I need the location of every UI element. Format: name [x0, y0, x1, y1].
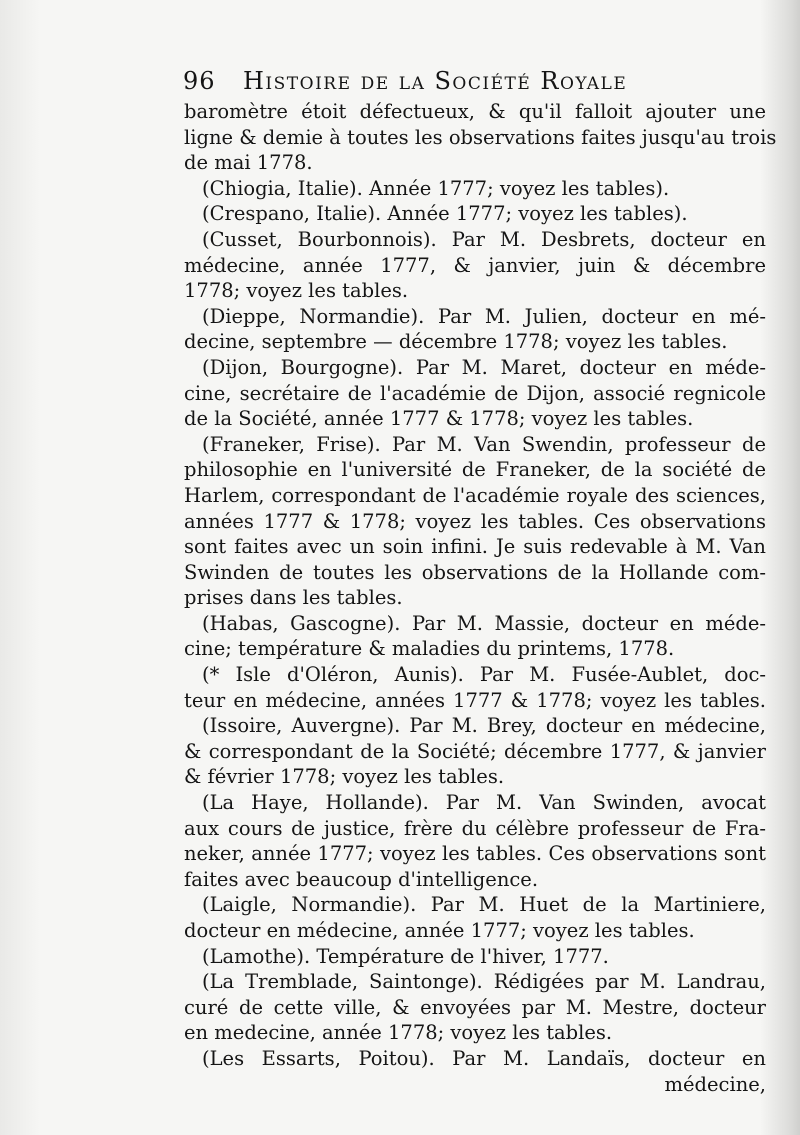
text-line: & correspondant de la Société; décembre 1777, & janvier — [184, 739, 766, 763]
text-line: docteur en médecine, année 1777; voyez les tables. — [184, 919, 695, 942]
text-line: de la Société, année 1777 & 1778; voyez les tables. — [184, 407, 694, 431]
text-line: ligne & demie à toutes les observations faites jusqu'au trois — [184, 125, 777, 149]
text-line: Swinden de toutes les observations de la Hollande com- — [184, 560, 766, 584]
text-line: (Cusset, Bourbonnois). Par M. Desbrets, docteur en — [202, 227, 766, 251]
text-line: années 1777 & 1778; voyez les tables. Ces observations — [184, 509, 766, 533]
text-line: en medecine, année 1778; voyez les tables. — [184, 1021, 613, 1045]
text-line: médecine, année 1777, & janvier, juin & décembre — [184, 253, 766, 277]
text-line: (Crespano, Italie). Année 1777; voyez les tables). — [202, 202, 688, 226]
body-text — [184, 99, 777, 1097]
text-line: de mai 1778. — [184, 151, 313, 175]
page-number: 96 — [183, 67, 216, 95]
text-line: (Dijon, Bourgogne). Par M. Maret, docteur en méde- — [202, 355, 766, 379]
text-line: & février 1778; voyez les tables. — [184, 765, 505, 789]
running-title: Histoire de la Société Royale — [243, 67, 628, 95]
text-line: (Lamothe). Température de l'hiver, 1777. — [202, 944, 609, 968]
text-line: (La Haye, Hollande). Par M. Van Swinden, avocat — [202, 791, 766, 815]
text-line: (Les Essarts, Poitou). Par M. Landaïs, docteur en — [202, 1046, 766, 1070]
text-line: (Issoire, Auvergne). Par M. Brey, docteur en médecine, — [202, 714, 766, 738]
text-line: Harlem, correspondant de l'académie royale des sciences, — [184, 483, 766, 507]
text-line: (La Tremblade, Saintonge). Rédigées par M. Landrau, — [202, 970, 766, 994]
text-line: prises dans les tables. — [184, 586, 403, 610]
text-line: teur en médecine, années 1777 & 1778; voyez les tables. — [184, 688, 766, 712]
text-line: (Chiogia, Italie). Année 1777; voyez les tables). — [202, 176, 670, 200]
text-line: cine; température & maladies du printems, 1778. — [184, 637, 675, 661]
text-line: baromètre étoit défectueux, & qu'il falloit ajouter une — [184, 100, 766, 123]
running-header — [183, 66, 723, 96]
text-line: (Franeker, Frise). Par M. Van Swendin, professeur de — [202, 432, 766, 456]
text-line: (* Isle d'Oléron, Aunis). Par M. Fusée-Aublet, doc- — [202, 663, 766, 687]
text-line: faites avec beaucoup d'intelligence. — [184, 867, 539, 891]
text-line: cine, secrétaire de l'académie de Dijon, associé regnicole — [184, 381, 766, 405]
text-line: 1778; voyez les tables. — [184, 279, 409, 303]
text-line: médecine, — [664, 1072, 766, 1096]
text-line: sont faites avec un soin infini. Je suis redevable à M. Van — [184, 535, 766, 559]
text-line: philosophie en l'université de Franeker, de la société de — [184, 458, 766, 482]
text-line: curé de cette ville, & envoyées par M. Mestre, docteur — [184, 995, 766, 1019]
text-line: (Habas, Gascogne). Par M. Massie, docteur en méde- — [202, 611, 766, 635]
text-line: decine, septembre — décembre 1778; voyez les tables. — [184, 330, 728, 354]
text-line: neker, année 1777; voyez les tables. Ces observations sont — [184, 842, 766, 866]
text-line: (Laigle, Normandie). Par M. Huet de la Martiniere, — [202, 893, 766, 917]
text-line: aux cours de justice, frère du célèbre professeur de Fra- — [184, 816, 766, 840]
text-line: (Dieppe, Normandie). Par M. Julien, docteur en mé- — [202, 304, 766, 328]
